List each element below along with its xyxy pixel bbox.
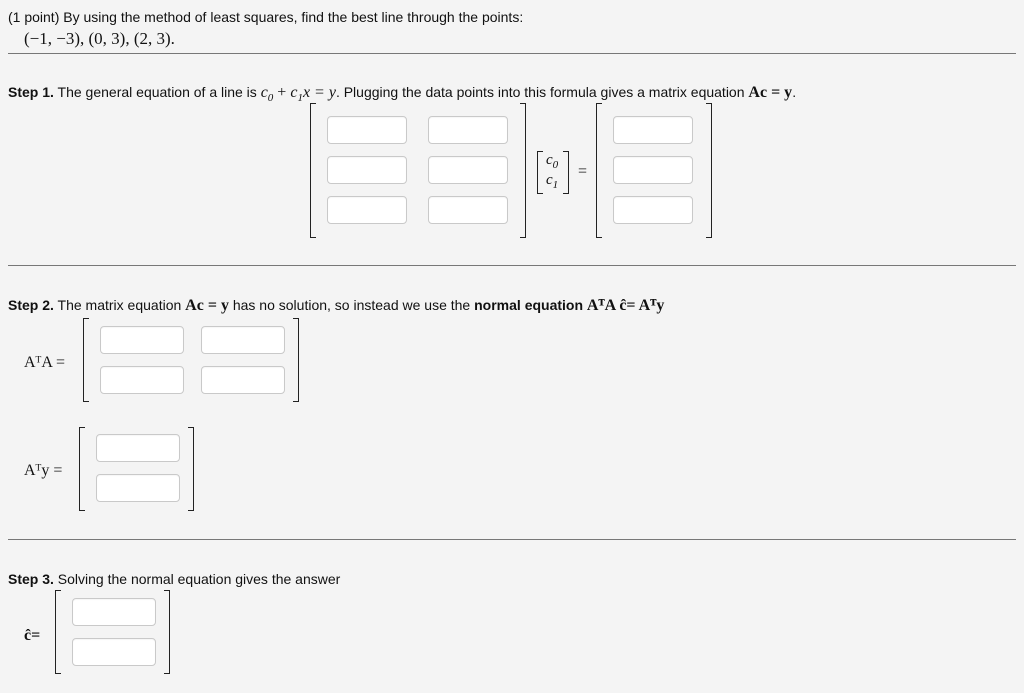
y1-input[interactable] [613,116,693,144]
vector-c1-sub: 1 [552,179,559,191]
vector-c0 [546,152,558,171]
step2-text-a: The matrix equation [57,297,182,313]
matrix-a-right-bracket [520,103,526,238]
aty-left-bracket [79,427,85,511]
step1-label: Step 1. [8,84,54,100]
chat-right-bracket [164,590,170,674]
ata22-input[interactable] [201,366,285,394]
matrix-a-left-bracket [310,103,316,238]
ata-left-bracket [83,318,89,402]
a32-input[interactable] [428,196,508,224]
chat2-input[interactable] [72,638,156,666]
divider [8,53,1016,54]
ata21-input[interactable] [100,366,184,394]
divider [8,539,1016,540]
aty-right-bracket [188,427,194,511]
a12-input[interactable] [428,116,508,144]
vector-y-left-bracket [596,103,602,238]
eq-c1: c [290,84,298,101]
aty2-input[interactable] [96,474,180,502]
aty1-input[interactable] [96,434,180,462]
step1-text-a: The general equation of a line is [57,84,257,100]
vector-y-right-bracket [706,103,712,238]
normal-equation: AᵀA ĉ= Aᵀy [586,297,665,314]
ata-right-bracket [293,318,299,402]
a11-input[interactable] [327,116,407,144]
vector-c1-letter: c [546,172,553,188]
step3-text [8,571,340,587]
vector-c-left-bracket [537,151,543,194]
chat-left-bracket [55,590,61,674]
step1-equals: = [578,163,588,180]
vector-c0-sub: 0 [552,159,559,171]
step1-text-b: . Plugging the data points into this formula gives a matrix equation [335,84,745,100]
step2-label: Step 2. [8,297,54,313]
step2-text [8,297,664,315]
divider [8,265,1016,266]
step1-end: . [792,84,797,100]
step2-eq-ac: Ac = y [185,297,229,314]
eq-c0-sub: 0 [267,92,274,105]
matrix-equation: Ac = y [748,84,793,101]
vector-c-right-bracket [563,151,569,194]
aty-label: Aᵀy = [24,462,63,479]
a21-input[interactable] [327,156,407,184]
eq-x-y: x = y [302,84,336,101]
step2-text-b: has no solution, so instead we use the [232,297,471,313]
y2-input[interactable] [613,156,693,184]
data-points: (−1, −3), (0, 3), (2, 3). [24,29,175,48]
problem-prompt: (1 point) By using the method of least squares, find the best line through the points: [8,9,524,25]
step3-label: Step 3. [8,571,54,587]
normal-equation-label: normal equation [474,297,584,313]
ata-label: AᵀA = [24,354,66,371]
eq-c1-sub: 1 [297,92,303,105]
eq-c0: c [260,84,268,101]
a22-input[interactable] [428,156,508,184]
line-equation [260,84,336,105]
y3-input[interactable] [613,196,693,224]
vector-c0-letter: c [546,152,553,168]
vector-c1 [546,172,558,191]
ata12-input[interactable] [201,326,285,354]
ata11-input[interactable] [100,326,184,354]
step3-text-body: Solving the normal equation gives the answer [57,571,341,587]
chat1-input[interactable] [72,598,156,626]
eq-plus: + [273,84,291,101]
a31-input[interactable] [327,196,407,224]
step1-text [8,84,796,104]
c-hat-label: ĉ= [24,627,41,644]
